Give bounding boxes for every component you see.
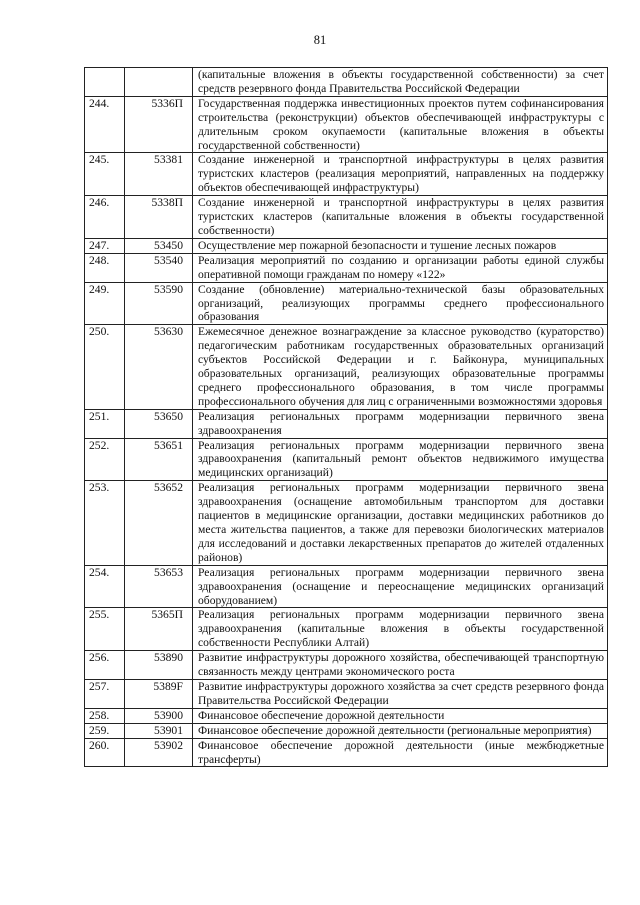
row-number: 255. bbox=[85, 608, 125, 651]
row-code: 53630 bbox=[125, 325, 193, 409]
row-number: 260. bbox=[85, 738, 125, 767]
row-description: Реализация региональных программ модернизации первичного звена здравоохранения (оснащение автомобильным транспортом для доставки пациентов в медицинские организации, доставки медицинских работников до места жительства пациентов, а также для перевозки биологических материалов для исследований и доставки лекарственных препаратов до жителей отдаленных районов) bbox=[193, 481, 608, 565]
row-number: 250. bbox=[85, 325, 125, 409]
budget-codes-table bbox=[84, 67, 608, 767]
row-code: 53651 bbox=[125, 438, 193, 481]
row-code: 53890 bbox=[125, 651, 193, 680]
row-code: 5389F bbox=[125, 679, 193, 708]
table-row bbox=[85, 96, 608, 153]
row-number: 245. bbox=[85, 153, 125, 196]
row-number: 252. bbox=[85, 438, 125, 481]
table-body bbox=[85, 68, 608, 767]
row-code: 5338П bbox=[125, 196, 193, 239]
row-code: 53652 bbox=[125, 481, 193, 565]
row-code: 53902 bbox=[125, 738, 193, 767]
row-description: Финансовое обеспечение дорожной деятельности (региональные мероприятия) bbox=[193, 723, 608, 738]
row-number bbox=[85, 68, 125, 97]
row-code: 53450 bbox=[125, 238, 193, 253]
row-number: 249. bbox=[85, 282, 125, 325]
row-code: 53901 bbox=[125, 723, 193, 738]
row-number: 258. bbox=[85, 708, 125, 723]
table-row bbox=[85, 409, 608, 438]
table-row bbox=[85, 153, 608, 196]
row-number: 253. bbox=[85, 481, 125, 565]
page-number: 81 bbox=[313, 33, 327, 47]
table-row bbox=[85, 565, 608, 608]
row-code: 5336П bbox=[125, 96, 193, 153]
row-code: 53540 bbox=[125, 253, 193, 282]
table-row bbox=[85, 738, 608, 767]
row-code: 5365П bbox=[125, 608, 193, 651]
table-row bbox=[85, 238, 608, 253]
row-number: 259. bbox=[85, 723, 125, 738]
row-code: 53653 bbox=[125, 565, 193, 608]
row-description: (капитальные вложения в объекты государственной собственности) за счет средств резервного фонда Правительства Российской Федерации bbox=[193, 68, 608, 97]
table-row bbox=[85, 196, 608, 239]
table-row bbox=[85, 253, 608, 282]
row-code: 53650 bbox=[125, 409, 193, 438]
row-number: 244. bbox=[85, 96, 125, 153]
row-description: Создание (обновление) материально-технической базы образовательных организаций, реализующих программы среднего профессионального образования bbox=[193, 282, 608, 325]
row-number: 247. bbox=[85, 238, 125, 253]
row-code bbox=[125, 68, 193, 97]
row-number: 251. bbox=[85, 409, 125, 438]
row-code: 53381 bbox=[125, 153, 193, 196]
row-number: 257. bbox=[85, 679, 125, 708]
row-description: Реализация региональных программ модернизации первичного звена здравоохранения (оснащение и переоснащение медицинских организаций оборудованием) bbox=[193, 565, 608, 608]
table-row bbox=[85, 608, 608, 651]
table-row bbox=[85, 481, 608, 565]
row-description: Финансовое обеспечение дорожной деятельности bbox=[193, 708, 608, 723]
row-description: Реализация региональных программ модернизации первичного звена здравоохранения bbox=[193, 409, 608, 438]
row-description: Реализация мероприятий по созданию и организации работы единой службы оперативной помощи гражданам по номеру «122» bbox=[193, 253, 608, 282]
table-row bbox=[85, 282, 608, 325]
row-description: Государственная поддержка инвестиционных проектов путем софинансирования строительства (реконструкции) объектов обеспечивающей инфраструктуры с длительным сроком окупаемости (капитальные вложения в объекты государственной собственности) bbox=[193, 96, 608, 153]
row-description: Развитие инфраструктуры дорожного хозяйства, обеспечивающей транспортную связанность между центрами экономического роста bbox=[193, 651, 608, 680]
row-description: Развитие инфраструктуры дорожного хозяйства за счет средств резервного фонда Правительства Российской Федерации bbox=[193, 679, 608, 708]
row-code: 53590 bbox=[125, 282, 193, 325]
row-description: Осуществление мер пожарной безопасности и тушение лесных пожаров bbox=[193, 238, 608, 253]
row-description: Ежемесячное денежное вознаграждение за классное руководство (кураторство) педагогическим работникам государственных образовательных организаций субъектов Российской Федерации и г. Байконура, муниципальных образовательных организаций, реализующих образовательные программы среднего профессионального образования, в том числе программы профессионального обучения для лиц с ограниченными возможностями здоровья bbox=[193, 325, 608, 409]
row-number: 256. bbox=[85, 651, 125, 680]
row-description: Реализация региональных программ модернизации первичного звена здравоохранения (капитальные вложения в объекты государственной собственности Республики Алтай) bbox=[193, 608, 608, 651]
row-description: Реализация региональных программ модернизации первичного звена здравоохранения (капитальный ремонт объектов недвижимого имущества медицинских организаций) bbox=[193, 438, 608, 481]
row-number: 248. bbox=[85, 253, 125, 282]
table-row bbox=[85, 679, 608, 708]
row-code: 53900 bbox=[125, 708, 193, 723]
table-row bbox=[85, 325, 608, 409]
table-row bbox=[85, 438, 608, 481]
row-number: 254. bbox=[85, 565, 125, 608]
table-row bbox=[85, 723, 608, 738]
table-row bbox=[85, 651, 608, 680]
table-row bbox=[85, 708, 608, 723]
row-number: 246. bbox=[85, 196, 125, 239]
row-description: Создание инженерной и транспортной инфраструктуры в целях развития туристских кластеров (капитальные вложения в объекты государственной собственности) bbox=[193, 196, 608, 239]
row-description: Создание инженерной и транспортной инфраструктуры в целях развития туристских кластеров (реализация мероприятий, направленных на поддержку объектов обеспечивающей инфраструктуры) bbox=[193, 153, 608, 196]
row-description: Финансовое обеспечение дорожной деятельности (иные межбюджетные трансферты) bbox=[193, 738, 608, 767]
table-row bbox=[85, 68, 608, 97]
